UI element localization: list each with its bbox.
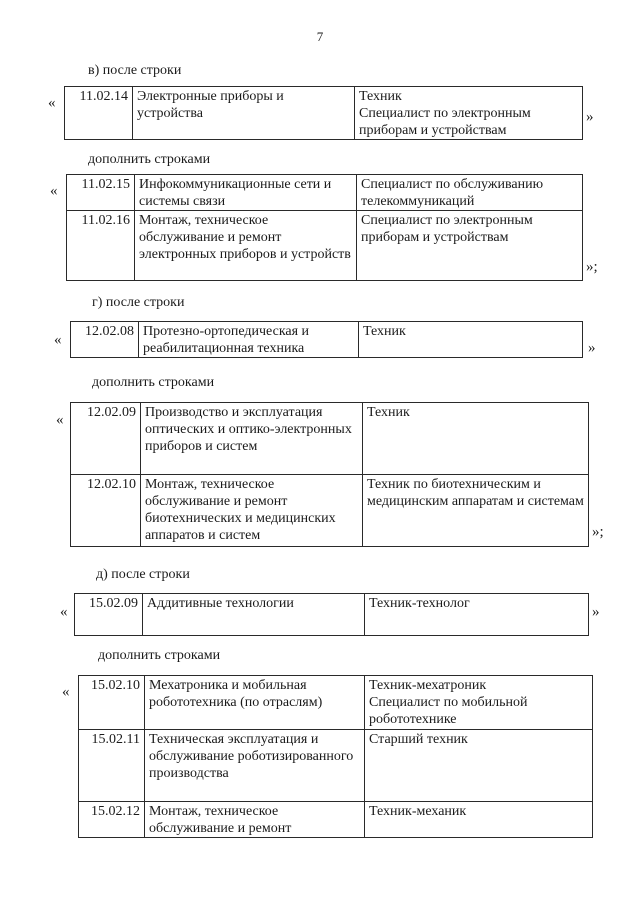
specialty-name: Инфокоммуникационные сети и системы связи — [135, 175, 357, 211]
specialty-table — [70, 321, 583, 358]
table-row — [79, 730, 593, 802]
specialty-name: Монтаж, техническое обслуживание и ремонт — [145, 802, 365, 838]
table-row — [79, 676, 593, 730]
close-quote: »; — [592, 524, 604, 540]
qualification: Техник — [363, 403, 589, 475]
specialty-code: 11.02.14 — [65, 87, 133, 140]
page-number: 7 — [316, 29, 324, 44]
specialty-name: Аддитивные технологии — [143, 594, 365, 636]
specialty-code: 15.02.11 — [79, 730, 145, 802]
instruction-heading: дополнить строками — [92, 375, 215, 390]
specialty-table — [64, 86, 583, 140]
qualification: Старший техник — [365, 730, 593, 802]
open-quote: « — [50, 183, 58, 199]
specialty-code: 12.02.10 — [71, 475, 141, 547]
close-quote: » — [588, 340, 596, 356]
instruction-heading: дополнить строками — [88, 152, 211, 167]
qualification: Специалист по обслуживанию телекоммуникаций — [357, 175, 583, 211]
table-row — [71, 403, 589, 475]
close-quote: » — [586, 109, 594, 125]
table-row — [65, 87, 583, 140]
qualification: Техник-мехатроник Специалист по мобильной робототехнике — [365, 676, 593, 730]
table-row — [71, 322, 583, 358]
table-row — [79, 802, 593, 838]
qualification: Техник-механик — [365, 802, 593, 838]
specialty-name: Производство и эксплуатация оптических и оптико-электронных приборов и систем — [141, 403, 363, 475]
specialty-name: Монтаж, техническое обслуживание и ремонт электронных приборов и устройств — [135, 211, 357, 281]
qualification: Техник — [359, 322, 583, 358]
specialty-code: 12.02.08 — [71, 322, 139, 358]
specialty-name: Монтаж, техническое обслуживание и ремонт биотехнических и медицинских аппаратов и систем — [141, 475, 363, 547]
table-row — [67, 175, 583, 211]
qualification: Техник по биотехническим и медицинским аппаратам и системам — [363, 475, 589, 547]
specialty-table — [66, 174, 583, 281]
instruction-heading: д) после строки — [96, 567, 190, 582]
qualification: Техник Специалист по электронным приборам и устройствам — [355, 87, 583, 140]
instruction-heading: дополнить строками — [98, 648, 221, 663]
specialty-code: 11.02.15 — [67, 175, 135, 211]
specialty-name: Техническая эксплуатация и обслуживание роботизированного производства — [145, 730, 365, 802]
open-quote: « — [62, 684, 70, 700]
open-quote: « — [54, 332, 62, 348]
table-row — [67, 211, 583, 281]
instruction-heading: в) после строки — [88, 63, 182, 78]
specialty-code: 11.02.16 — [67, 211, 135, 281]
open-quote: « — [56, 412, 64, 428]
specialty-name: Протезно-ортопедическая и реабилитационная техника — [139, 322, 359, 358]
table-row — [71, 475, 589, 547]
specialty-table — [78, 675, 593, 838]
specialty-code: 12.02.09 — [71, 403, 141, 475]
close-quote: »; — [586, 259, 598, 275]
specialty-code: 15.02.09 — [75, 594, 143, 636]
specialty-name: Электронные приборы и устройства — [133, 87, 355, 140]
open-quote: « — [48, 95, 56, 111]
specialty-name: Мехатроника и мобильная робототехника (по отраслям) — [145, 676, 365, 730]
qualification: Специалист по электронным приборам и устройствам — [357, 211, 583, 281]
specialty-code: 15.02.10 — [79, 676, 145, 730]
specialty-code: 15.02.12 — [79, 802, 145, 838]
open-quote: « — [60, 604, 68, 620]
close-quote: » — [592, 604, 600, 620]
specialty-table — [74, 593, 589, 636]
specialty-table — [70, 402, 589, 547]
qualification: Техник-технолог — [365, 594, 589, 636]
instruction-heading: г) после строки — [92, 295, 185, 310]
table-row — [75, 594, 589, 636]
